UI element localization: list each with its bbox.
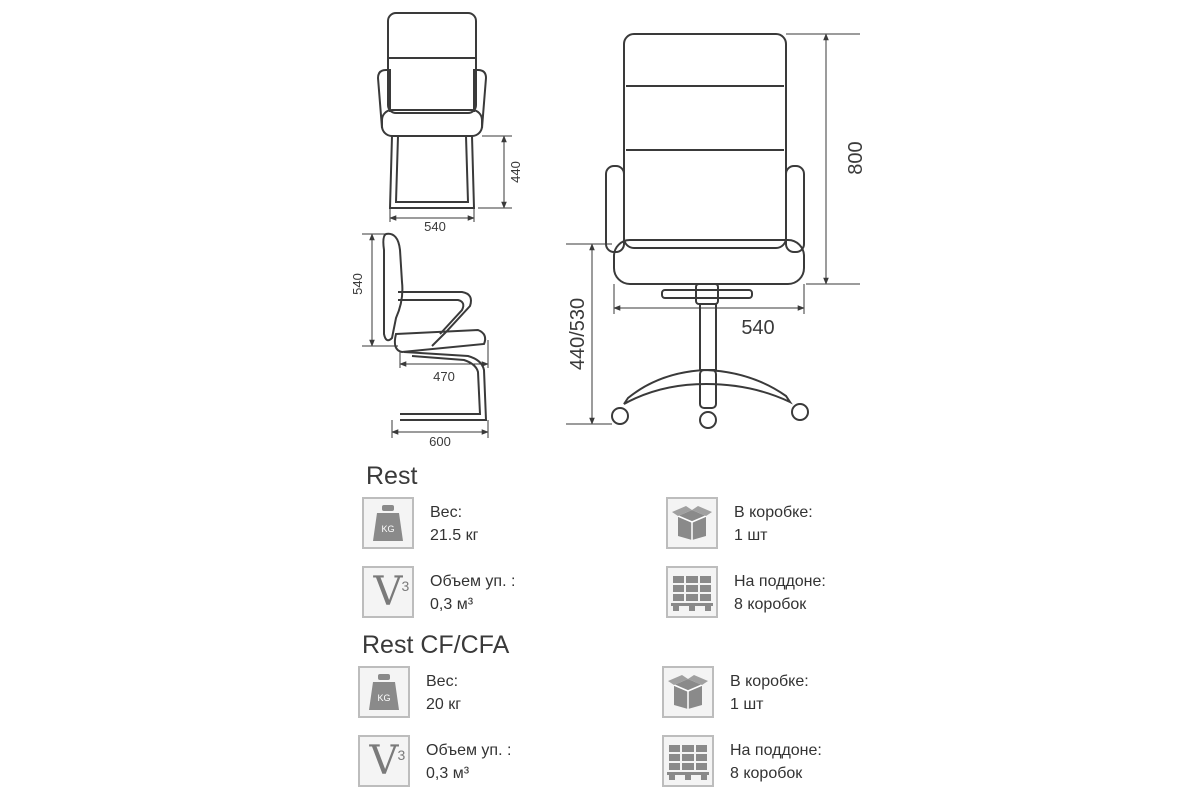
spec-pallet bbox=[666, 566, 826, 618]
front-view-small bbox=[378, 13, 486, 208]
box-label: В коробке: bbox=[734, 504, 813, 521]
spec-volume-2 bbox=[358, 735, 511, 787]
dim-side-seat-depth: 470 bbox=[433, 369, 455, 384]
large-backrest bbox=[624, 34, 786, 248]
caster-right bbox=[792, 404, 808, 420]
box-icon bbox=[666, 497, 718, 549]
side-view bbox=[383, 234, 486, 420]
spec-box bbox=[666, 497, 813, 549]
side-dimensions bbox=[362, 234, 488, 438]
pallet-value: 8 коробок bbox=[730, 765, 803, 782]
pallet-label: На поддоне: bbox=[730, 742, 822, 759]
weight-kg-icon bbox=[358, 666, 410, 718]
volume-v3-icon: V 3 bbox=[358, 735, 410, 787]
svg-text:KG: KG bbox=[377, 693, 391, 703]
box-value: 1 шт bbox=[734, 527, 768, 544]
box-value: 1 шт bbox=[730, 696, 764, 713]
dim-large-width: 540 bbox=[741, 317, 775, 339]
product-title-rest: Rest bbox=[366, 462, 418, 490]
product-title-rest-cf-cfa: Rest CF/CFA bbox=[362, 631, 510, 659]
spec-box-2 bbox=[662, 666, 809, 718]
volume-v3-icon: V 3 bbox=[362, 566, 414, 618]
volume-label: Объем уп. : bbox=[430, 573, 516, 590]
dim-large-seat-height: 440/530 bbox=[567, 297, 589, 371]
front-view-large bbox=[606, 34, 808, 428]
large-seat bbox=[614, 240, 804, 284]
gas-lift bbox=[700, 304, 716, 370]
pallet-value: 8 коробок bbox=[734, 596, 807, 613]
star-base bbox=[624, 370, 790, 404]
caster-left bbox=[612, 408, 628, 424]
dim-large-height: 800 bbox=[845, 141, 867, 175]
side-sled bbox=[400, 352, 486, 420]
dim-side-base-depth: 600 bbox=[429, 434, 451, 449]
volume-value: 0,3 м³ bbox=[426, 765, 470, 782]
spec-volume bbox=[362, 566, 515, 618]
spec-pallet-2 bbox=[662, 735, 822, 787]
caster-center bbox=[700, 412, 716, 428]
large-dimensions bbox=[566, 34, 860, 424]
volume-value: 0,3 м³ bbox=[430, 596, 474, 613]
large-left-armrest bbox=[606, 166, 624, 252]
weight-value: 20 кг bbox=[426, 696, 462, 713]
pallet-label: На поддоне: bbox=[734, 573, 826, 590]
weight-label: Вес: bbox=[430, 504, 463, 521]
spec-weight-2 bbox=[358, 666, 461, 718]
weight-kg-icon bbox=[362, 497, 414, 549]
volume-label: Объем уп. : bbox=[426, 742, 512, 759]
dim-side-height: 540 bbox=[350, 273, 365, 295]
dim-front-width: 540 bbox=[424, 219, 446, 234]
spec-weight bbox=[362, 497, 478, 549]
weight-label: Вес: bbox=[426, 673, 459, 690]
front-small-dimensions bbox=[390, 136, 512, 222]
sled-base bbox=[390, 136, 474, 208]
weight-value: 21.5 кг bbox=[430, 527, 479, 544]
backrest bbox=[388, 13, 476, 113]
dim-front-seat-height: 440 bbox=[508, 161, 523, 183]
box-icon bbox=[662, 666, 714, 718]
pallet-icon bbox=[666, 566, 718, 618]
box-label: В коробке: bbox=[730, 673, 809, 690]
pallet-icon bbox=[662, 735, 714, 787]
svg-text:KG: KG bbox=[381, 524, 395, 534]
side-backrest bbox=[383, 234, 402, 340]
